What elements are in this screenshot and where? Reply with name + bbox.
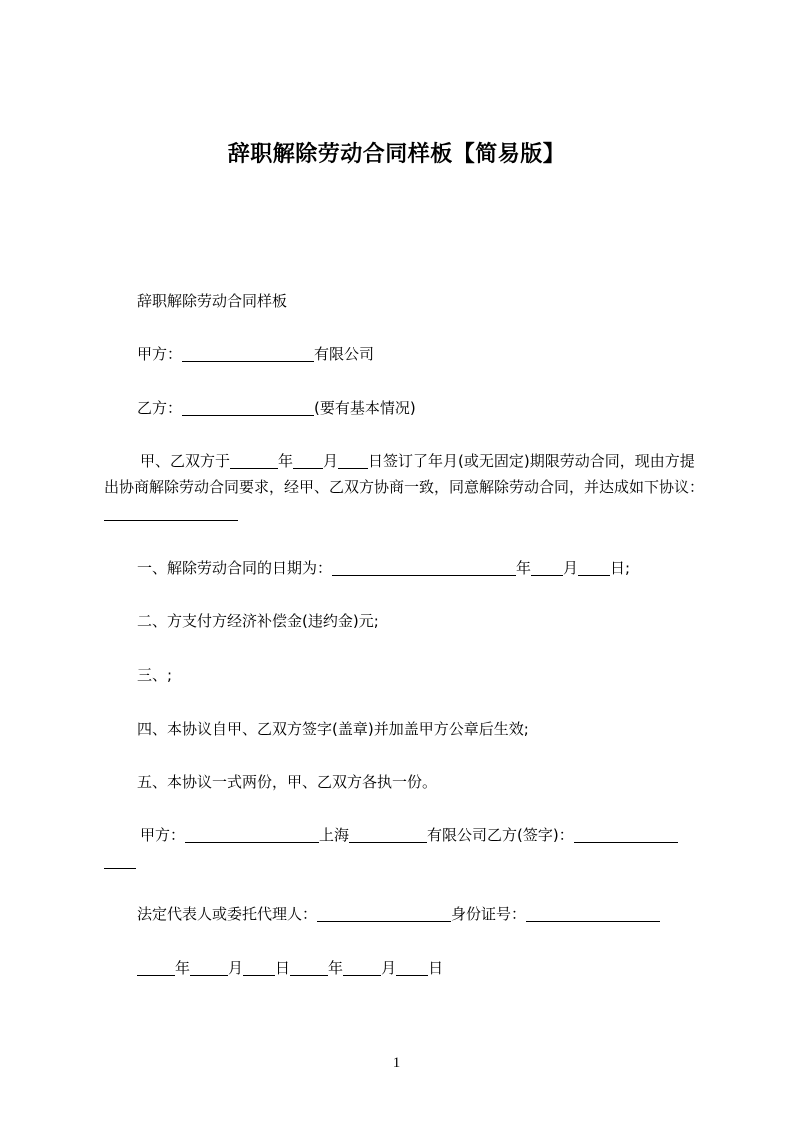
blank-line	[185, 826, 319, 843]
date-line	[137, 957, 443, 979]
party-a-line	[137, 343, 374, 365]
date-year-2: 年	[328, 959, 344, 977]
blank-line	[290, 959, 328, 976]
subtitle: 辞职解除劳动合同样板	[137, 292, 288, 310]
signature-block	[104, 822, 704, 874]
intro-text-2: 日签订了年月(或无固定)期限劳动合同，现由方提出协商解除劳动合同要求，经甲、乙双方协商一致，同意解除劳动合同，并达成如下协议：	[104, 452, 705, 496]
date-month-1: 月	[228, 959, 244, 977]
clause-1-year: 年	[516, 559, 532, 577]
document-title: 辞职解除劳动合同样板【简易版】	[227, 142, 566, 167]
clause-4: 四、本协议自甲、乙双方签字(盖章)并加盖甲方公章后生效;	[137, 720, 529, 738]
signature-a-label: 甲方：	[140, 826, 186, 844]
signature-company: 有限公司乙方(签字)：	[427, 826, 574, 844]
party-a-label: 甲方：	[137, 345, 183, 363]
date-month-2: 月	[381, 959, 397, 977]
intro-text-1: 甲、乙双方于	[140, 452, 231, 470]
blank-line	[526, 905, 660, 922]
clause-2: 二、方支付方经济补偿金(违约金)元;	[137, 612, 379, 630]
id-label: 身份证号：	[451, 905, 527, 923]
clause-5: 五、本协议一式两份，甲、乙双方各执一份。	[137, 773, 438, 791]
party-b-line	[137, 397, 416, 419]
party-a-suffix: 有限公司	[314, 345, 375, 363]
blank-line	[531, 559, 563, 576]
date-day-1: 日	[275, 959, 291, 977]
blank-line	[182, 345, 314, 362]
blank-line	[574, 826, 678, 843]
blank-line	[349, 826, 427, 843]
party-b-label: 乙方：	[137, 399, 183, 417]
blank-line	[182, 399, 314, 416]
clause-1-month: 月	[563, 559, 579, 577]
signature-city: 上海	[319, 826, 350, 844]
clause-3: 三、;	[137, 666, 173, 684]
representative-line	[137, 903, 660, 925]
intro-year: 年	[278, 452, 294, 470]
blank-line	[230, 452, 278, 469]
blank-line	[396, 959, 428, 976]
blank-line	[293, 452, 323, 469]
blank-line	[332, 559, 516, 576]
intro-month: 月	[323, 452, 339, 470]
party-b-suffix: (要有基本情况)	[314, 399, 416, 417]
blank-line	[104, 504, 238, 521]
blank-line	[343, 959, 381, 976]
date-year-1: 年	[175, 959, 191, 977]
clause-1-day: 日;	[610, 559, 631, 577]
blank-line	[104, 852, 136, 869]
blank-line	[578, 559, 610, 576]
representative-label: 法定代表人或委托代理人：	[137, 905, 318, 923]
clause-1-label: 一、解除劳动合同的日期为：	[137, 559, 333, 577]
blank-line	[338, 452, 368, 469]
blank-line	[190, 959, 228, 976]
blank-line	[137, 959, 175, 976]
page-number: 1	[392, 1055, 401, 1071]
blank-line	[317, 905, 451, 922]
date-day-2: 日	[428, 959, 444, 977]
blank-line	[243, 959, 275, 976]
clause-1	[137, 557, 630, 579]
intro-paragraph	[104, 448, 704, 526]
